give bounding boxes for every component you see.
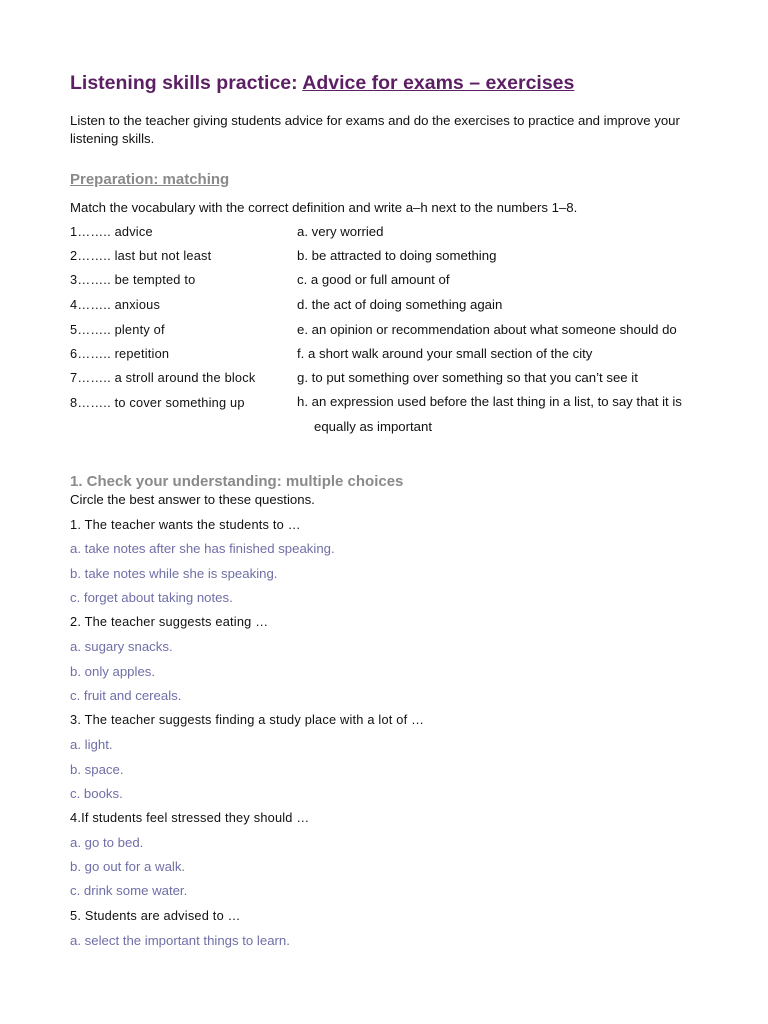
intro-text: Listen to the teacher giving students advice for exams and do the exercises to practice and improve your listening skills. <box>70 113 680 146</box>
vocab-item: 5…….. plenty of <box>70 322 165 337</box>
definition-item: f. a short walk around your small section of the city <box>297 346 593 361</box>
definition-item: b. be attracted to doing something <box>297 248 497 263</box>
preparation-heading: Preparation: matching <box>70 171 230 188</box>
definition-item: a. very worried <box>297 224 384 239</box>
definition-item: d. the act of doing something again <box>297 297 503 312</box>
multiple-choice-instruction: Circle the best answer to these questions. <box>70 492 315 507</box>
matching-instruction: Match the vocabulary with the correct definition and write a–h next to the numbers 1–8. <box>70 200 578 215</box>
answer-option[interactable]: c. books. <box>70 786 123 801</box>
question: 4.If students feel stressed they should … <box>70 810 310 825</box>
answer-option[interactable]: b. take notes while she is speaking. <box>70 566 278 581</box>
vocab-item: 4…….. anxious <box>70 297 161 312</box>
definition-text: h. an expression used before the last thing in a list, to say that it is <box>297 394 682 409</box>
vocab-item: 1…….. advice <box>70 224 153 239</box>
vocab-item: 8…….. to cover something up <box>70 395 245 410</box>
vocab-item: 6…….. repetition <box>70 346 170 361</box>
vocab-item: 2…….. last but not least <box>70 248 212 263</box>
vocab-item: 7…….. a stroll around the block <box>70 370 256 385</box>
answer-option[interactable]: a. go to bed. <box>70 835 144 850</box>
answer-option[interactable]: a. take notes after she has finished speaking. <box>70 541 335 556</box>
title-link[interactable]: Advice for exams – exercises <box>302 72 575 94</box>
answer-option[interactable]: a. light. <box>70 737 113 752</box>
question: 5. Students are advised to … <box>70 908 241 923</box>
definition-item: e. an opinion or recommendation about what someone should do <box>297 322 677 337</box>
definition-continuation: equally as important <box>314 418 433 434</box>
question: 3. The teacher suggests finding a study place with a lot of … <box>70 712 425 727</box>
question: 2. The teacher suggests eating … <box>70 614 269 629</box>
answer-option[interactable]: a. sugary snacks. <box>70 639 173 654</box>
title-prefix: Listening skills practice: <box>70 72 303 94</box>
answer-option[interactable]: b. only apples. <box>70 664 156 679</box>
answer-option[interactable]: c. fruit and cereals. <box>70 688 182 703</box>
answer-option[interactable]: c. forget about taking notes. <box>70 590 233 605</box>
answer-option[interactable]: a. select the important things to learn. <box>70 933 290 948</box>
definition-item: g. to put something over something so that you can’t see it <box>297 370 638 385</box>
definition-item: c. a good or full amount of <box>297 272 450 287</box>
question: 1. The teacher wants the students to … <box>70 517 301 532</box>
answer-option[interactable]: b. go out for a walk. <box>70 859 186 874</box>
answer-option[interactable]: c. drink some water. <box>70 883 188 898</box>
vocab-item: 3…….. be tempted to <box>70 272 196 287</box>
page-title <box>70 72 574 95</box>
answer-option[interactable]: b. space. <box>70 762 124 777</box>
check-understanding-heading: 1. Check your understanding: multiple choices <box>70 473 404 490</box>
definition-item <box>297 390 717 439</box>
